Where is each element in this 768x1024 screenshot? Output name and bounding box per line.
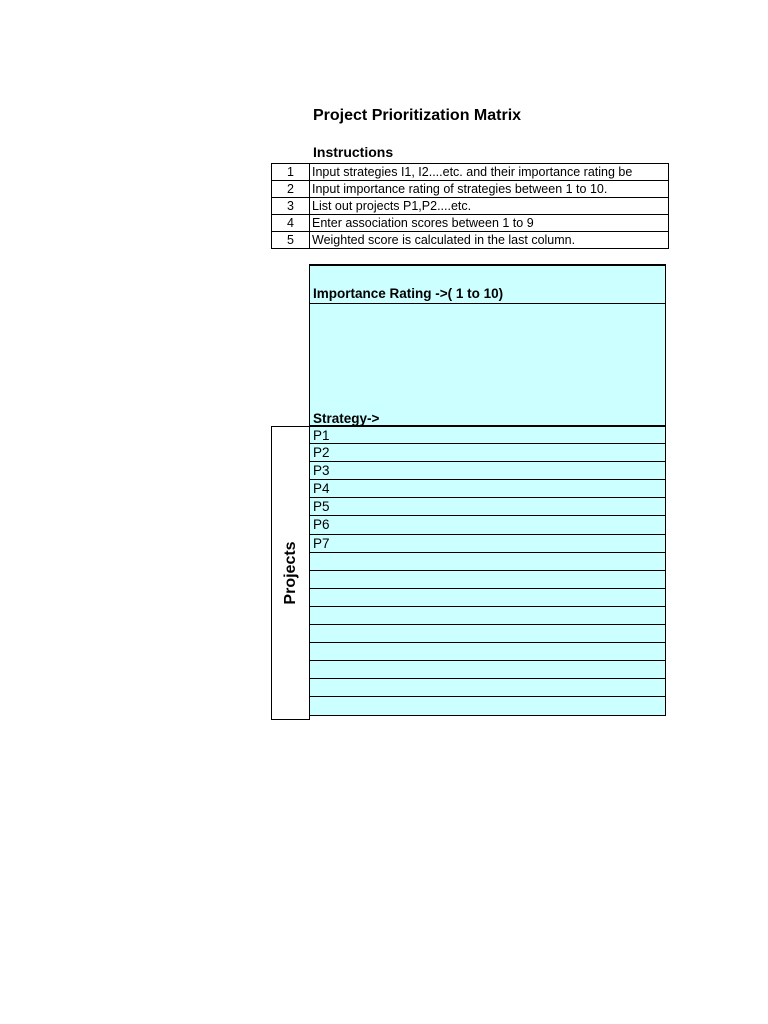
project-row[interactable] (309, 571, 666, 589)
instruction-row (272, 215, 669, 232)
project-row[interactable]: P7 (309, 535, 666, 553)
project-row[interactable] (309, 697, 666, 715)
project-row[interactable]: P2 (309, 444, 666, 462)
projects-label: Projects (281, 541, 299, 605)
instructions-heading: Instructions (313, 144, 394, 160)
instruction-text[interactable]: Enter association scores between 1 to 9 (310, 215, 669, 232)
project-row[interactable] (309, 625, 666, 643)
instruction-text[interactable]: Input importance rating of strategies between 1 to 10. (310, 181, 669, 198)
project-row[interactable]: P3 (309, 462, 666, 480)
project-row[interactable] (309, 553, 666, 571)
project-row[interactable] (309, 643, 666, 661)
project-row[interactable] (309, 589, 666, 607)
instruction-row (272, 232, 669, 249)
projects-column (271, 426, 310, 720)
project-row[interactable]: P4 (309, 480, 666, 498)
matrix-header (309, 264, 666, 426)
instruction-text[interactable]: List out projects P1,P2....etc. (310, 198, 669, 215)
instruction-row (272, 198, 669, 215)
page-title: Project Prioritization Matrix (313, 107, 522, 124)
project-row[interactable] (309, 607, 666, 625)
instructions-table (271, 163, 669, 249)
project-row[interactable]: P5 (309, 498, 666, 516)
instruction-text[interactable]: Input strategies I1, I2....etc. and their importance rating be (310, 164, 669, 181)
instruction-row (272, 164, 669, 181)
project-row[interactable] (309, 679, 666, 697)
strategy-label[interactable]: Strategy-> (313, 411, 380, 426)
instruction-number[interactable]: 2 (272, 181, 310, 198)
project-row[interactable]: P1 (309, 426, 666, 444)
instruction-row (272, 181, 669, 198)
project-row[interactable]: P6 (309, 516, 666, 534)
instruction-number[interactable]: 3 (272, 198, 310, 215)
instruction-number[interactable]: 4 (272, 215, 310, 232)
importance-divider (310, 303, 665, 304)
importance-rating-label[interactable]: Importance Rating ->( 1 to 10) (313, 286, 504, 301)
instruction-number[interactable]: 5 (272, 232, 310, 249)
project-rows (309, 426, 666, 716)
instruction-text[interactable]: Weighted score is calculated in the last column. (310, 232, 669, 249)
project-row[interactable] (309, 661, 666, 679)
instruction-number[interactable]: 1 (272, 164, 310, 181)
